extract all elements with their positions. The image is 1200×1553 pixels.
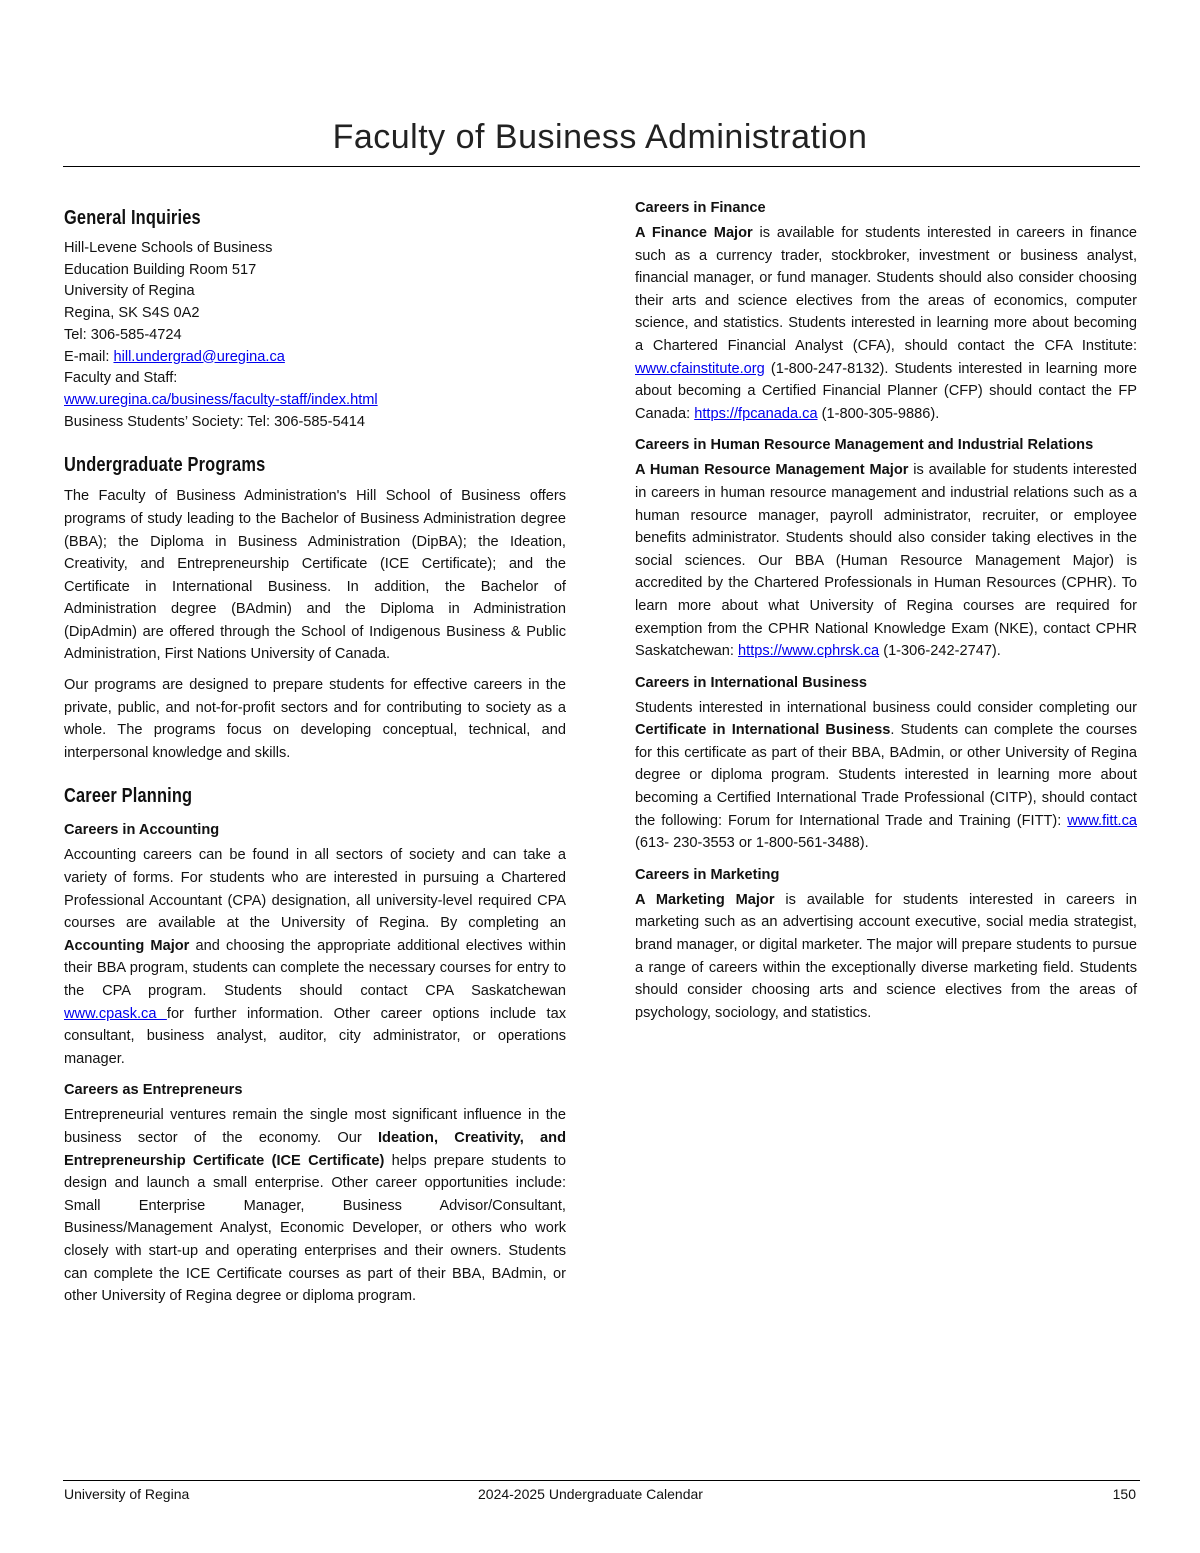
international-heading: Careers in International Business [635, 674, 867, 691]
hr-text: is available for students interested in careers in human resource management and industrial relations such as a human resource manager, payroll administrator, recruiter, or employee benefits administrator. Students should also consider taking electives in the social sciences. Our BBA (Human Resource Management Major) is accredited by the Chartered Professionals in Human Resources (CPHR). To learn more about what University of Regina courses are required for exemption from the CPHR National Knowledge Exam (NKE), contact CPHR Saskatchewan: [635, 462, 1138, 660]
page-title: Faculty of Business Administration [332, 118, 868, 156]
hr-paragraph [635, 459, 1137, 662]
left-column [64, 196, 566, 1316]
cphrsk-link[interactable]: https://www.cphrsk.ca [738, 643, 880, 660]
entrepreneurs-text: Entrepreneurial ventures remain the single most significant influence in the business sector of the economy. Our [64, 1107, 566, 1146]
marketing-text: is available for students interested in careers in marketing such as an advertising account executive, social media strategist, brand manager, or digital marketer. The major will prepare students to pursue a range of careers within the exceptionally diverse marketing field. Students should consider choosing arts and science electives from the areas of psychology, sociology, and statistics. [635, 891, 1137, 1021]
finance-text: (1-800-247-8132). Students interested in learning more about becoming a Certified Financial Planner (CFP) should contact the FP Canada: [635, 360, 1137, 422]
fitt-link[interactable]: www.fitt.ca [1067, 812, 1137, 829]
contact-line: Tel: 306-585-4724 [64, 326, 182, 343]
contact-line: Education Building Room 517 [64, 261, 257, 278]
marketing-heading: Careers in Marketing [635, 866, 780, 883]
email-line [64, 347, 566, 369]
faculty-label: Faculty and Staff: [64, 370, 178, 387]
accounting-heading: Careers in Accounting [64, 822, 220, 839]
contact-block [64, 238, 566, 433]
marketing-major-bold: A Marketing Major [635, 891, 775, 908]
contact-line: Regina, SK S4S 0A2 [64, 305, 200, 322]
cfa-institute-link[interactable]: www.cfainstitute.org [635, 360, 765, 377]
contact-line: Hill-Levene Schools of Business [64, 240, 273, 256]
marketing-paragraph [635, 889, 1137, 1025]
international-text: . Students can complete the courses for this certificate as part of their BBA, BAdmin, or other University of Regina degree or diploma program. Students interested in learning more about becoming a Certified International Trade Professional (CITP), should contact the following: Forum for International Trade and Training (FITT): [635, 722, 1137, 829]
undergraduate-paragraph-2: Our programs are designed to prepare students for effective careers in the private, public, and not-for-profit sectors and for contributing to society as a whole. The programs focus on developing conceptual, technical, and interpersonal knowledge and skills. [64, 677, 566, 761]
entrepreneurs-heading: Careers as Entrepreneurs [64, 1082, 243, 1099]
contact-line: University of Regina [64, 283, 195, 300]
accounting-text: Accounting careers can be found in all sectors of society and can take a variety of forms. For students who are interested in pursuing a Chartered Professional Accountant (CPA) designation, all university-level required CPA courses are available at the University of Regina. By completing an [64, 847, 566, 932]
fp-canada-link[interactable]: https://fpcanada.ca [694, 405, 818, 422]
finance-paragraph [635, 222, 1137, 425]
general-inquiries-heading: General Inquiries [64, 207, 201, 229]
hr-text: (1-306-242-2747). [879, 643, 1001, 660]
accounting-paragraph [64, 844, 566, 1070]
hr-major-bold: A Human Resource Management Major [635, 462, 909, 479]
accounting-text: and choosing the appropriate additional electives within their BBA program, students can complete the necessary courses for entry to the CPA program. Students should contact CPA Saskatchewan [64, 937, 566, 1000]
undergraduate-paragraph-1: The Faculty of Business Administration's Hill School of Business offers programs of study leading to the Bachelor of Business Administration degree (BBA); the Diploma in Business Administration (DipBA); the Ideation, Creativity, and Entrepreneurship Certificate (ICE Certificate); and the Certificate in International Business. In addition, the Bachelor of Administration degree (BAdmin) and the Diploma in Administration (DipAdmin) are offered through the School of Indigenous Business & Public Administration, First Nations University of Canada. [64, 488, 566, 663]
faculty-staff-link[interactable]: www.uregina.ca/business/faculty-staff/index.html [64, 391, 378, 408]
footer-divider [63, 1480, 1140, 1481]
footer-calendar-title: 2024-2025 Undergraduate Calendar [478, 1486, 703, 1502]
finance-text: is available for students interested in careers in finance such as a currency trader, stockbroker, investment or business analyst, financial manager, or fund manager. Students should also consider choosing their arts and science electives from the areas of economics, computer science, and statistics. Students interested in learning more about becoming a Chartered Financial Analyst (CFA), should contact the CFA Institute: [635, 225, 1137, 354]
accounting-text: for further information. Other career options include tax consultant, business analyst, auditor, city administrator, or operations manager. [64, 1005, 566, 1067]
hr-heading: Careers in Human Resource Management and Industrial Relations [635, 437, 1094, 454]
society-line: Business Students’ Society: Tel: 306-585-5414 [64, 413, 365, 430]
right-column [635, 198, 1137, 1032]
international-text: Students interested in international business could consider completing our [635, 699, 1137, 716]
email-link[interactable]: hill.undergrad@uregina.ca [113, 348, 285, 365]
career-planning-heading: Career Planning [64, 785, 193, 808]
footer-page-number: 150 [1112, 1486, 1136, 1502]
international-paragraph [635, 697, 1137, 855]
undergraduate-programs-heading: Undergraduate Programs [64, 454, 266, 477]
finance-text: (1-800-305-9886). [817, 405, 940, 422]
email-label: E-mail: [64, 348, 114, 365]
entrepreneurs-paragraph [64, 1104, 566, 1307]
footer-institution: University of Regina [64, 1486, 190, 1502]
finance-major-bold: A Finance Major [635, 225, 753, 241]
title-divider [63, 166, 1140, 167]
cpask-link[interactable]: www.cpask.ca [64, 1005, 167, 1022]
intl-certificate-bold: Certificate in International Business [635, 722, 891, 739]
ice-certificate-bold: Ideation, Creativity, and Entrepreneurship Certificate (ICE Certificate) [64, 1129, 566, 1169]
international-text: (613- 230-3553 or 1-800-561-3488). [635, 835, 869, 852]
accounting-major-bold: Accounting Major [64, 937, 190, 954]
finance-heading: Careers in Finance [635, 200, 766, 216]
entrepreneurs-text: helps prepare students to design and launch a small enterprise. Other career opportunities include: Small Enterprise Manager, Business Advisor/Consultant, Business/Management Analyst, Economic Developer, or others who work closely with start-up and operating enterprises and their owners. Students can complete the ICE Certificate courses as part of their BBA, BAdmin, or other University of Regina degree or diploma program. [64, 1152, 566, 1305]
